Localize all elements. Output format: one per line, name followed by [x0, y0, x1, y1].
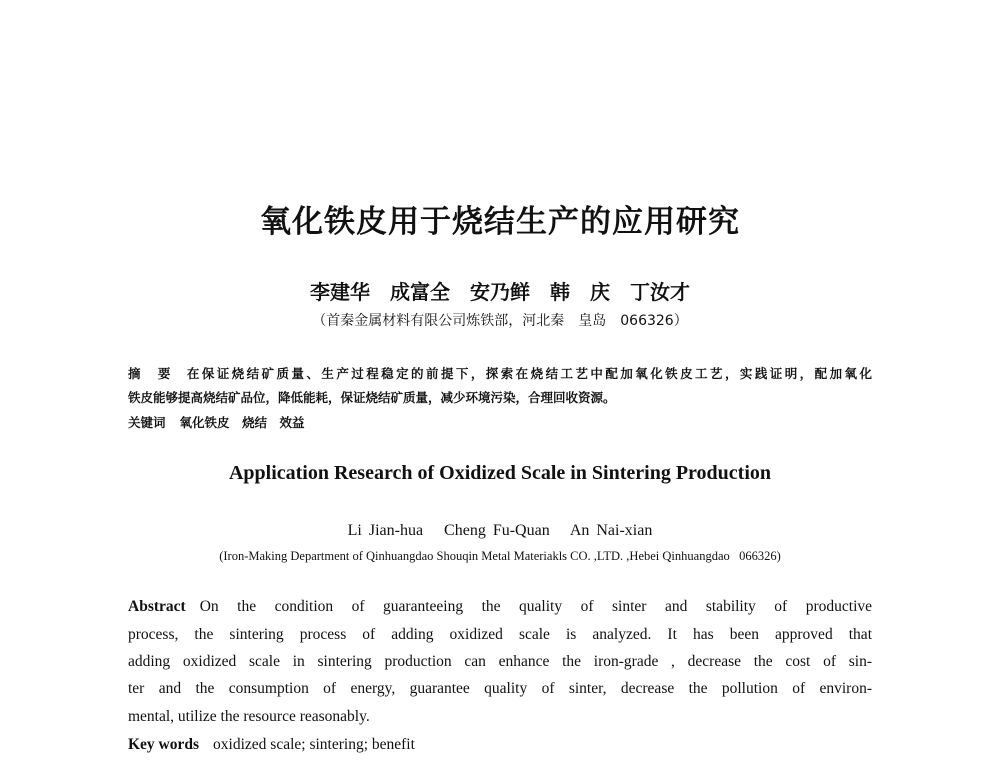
- abstract-en-line: adding oxidized scale in sintering production can enhance the iron-grade , decrease the cost of sin-: [128, 653, 872, 670]
- abstract-en-line: [128, 598, 872, 616]
- abstract-zh-line: [128, 364, 872, 382]
- abstract-en-line: mental, utilize the resource reasonably.: [128, 708, 370, 725]
- abstract-zh-label: 摘 要: [128, 366, 173, 381]
- keywords-zh-text: 氧化铁皮 烧结 效益: [179, 415, 305, 430]
- keywords-zh: [128, 413, 872, 431]
- abstract-en-line: process, the sintering process of adding oxidized scale is analyzed. It has been approved that: [128, 626, 872, 643]
- affiliation-en: (Iron-Making Department of Qinhuangdao Shouqin Metal Materiakls CO. ,LTD. ,Hebei Qinhuangdao 066326): [219, 549, 781, 563]
- keywords-en: [128, 736, 872, 754]
- paper-title-zh: 氧化铁皮用于烧结生产的应用研究: [260, 204, 740, 240]
- keywords-zh-label: 关键词: [128, 415, 166, 430]
- paper-title-en: Application Research of Oxidized Scale in Sintering Production: [228, 462, 772, 484]
- keywords-en-text: oxidized scale; sintering; benefit: [213, 736, 415, 753]
- authors-zh: 李建华 成富全 安乃鲜 韩 庆 丁汝才: [310, 280, 690, 304]
- abstract-zh-line: 铁皮能够提高烧结矿品位，降低能耗，保证烧结矿质量，减少环境污染，合理回收资源。: [128, 390, 616, 405]
- keywords-en-label: Key words: [128, 736, 200, 753]
- abstract-en-line: ter and the consumption of energy, guarantee quality of sinter, decrease the pollution of environ-: [128, 680, 872, 697]
- abstract-en-text: On the condition of guaranteeing the quality of sinter and stability of productive: [199, 598, 872, 615]
- abstract-en-label: Abstract: [128, 598, 186, 615]
- affiliation-zh: （首秦金属材料有限公司炼铁部，河北秦 皇岛 066326）: [312, 313, 688, 329]
- abstract-zh-text: 在保证烧结矿质量、生产过程稳定的前提下，探索在烧结工艺中配加氧化铁皮工艺，实践证明，配加氧化: [186, 366, 872, 381]
- authors-en: Li Jian-hua Cheng Fu-Quan An Nai-xian: [347, 522, 653, 539]
